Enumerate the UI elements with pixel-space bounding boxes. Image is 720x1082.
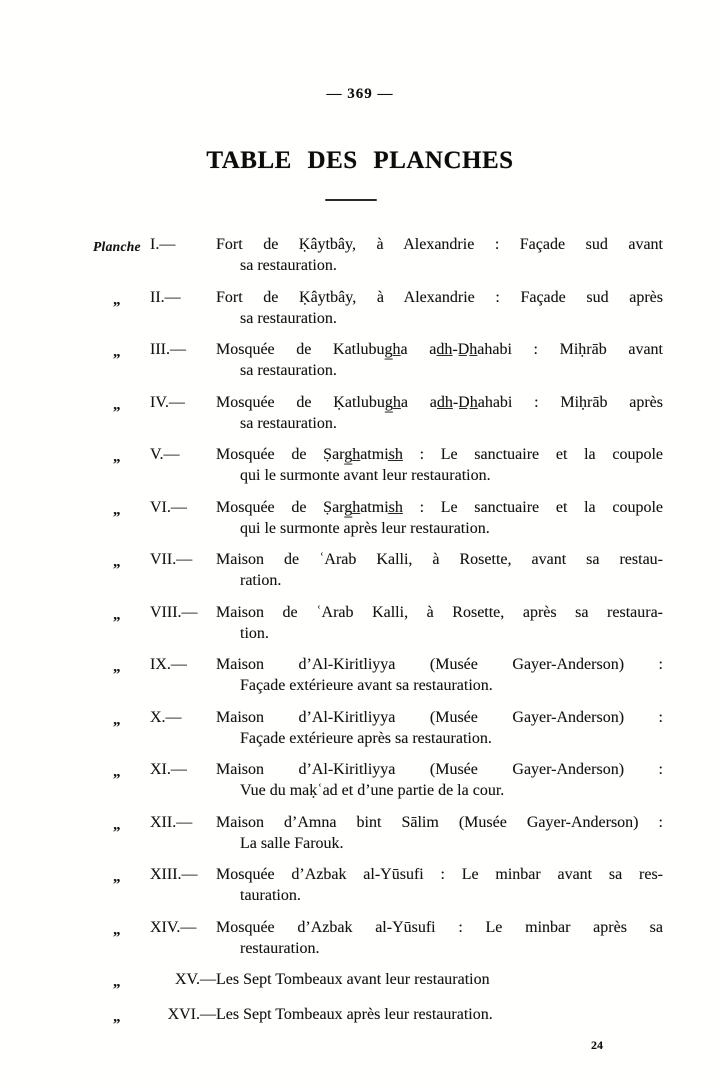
plate-numeral: XVI.— <box>167 1005 216 1023</box>
plate-line-first <box>150 759 663 780</box>
ditto-mark: „ <box>113 606 121 623</box>
ditto-mark: „ <box>113 816 121 833</box>
plate-line-first <box>150 707 663 728</box>
ditto-mark: „ <box>113 974 121 990</box>
plate-entry <box>0 392 720 434</box>
plate-description <box>150 234 663 276</box>
plate-line-first <box>150 287 663 308</box>
plate-numeral: IV.— <box>150 393 185 411</box>
ditto-mark: „ <box>113 711 121 728</box>
plate-description-line: qui le surmonte après leur restauration. <box>240 519 490 537</box>
plate-line-first <box>150 497 663 518</box>
plate-line-first <box>150 812 663 833</box>
plate-description-line: Maison de ʿArab Kalli, à Rosette, avant sa restau- <box>216 551 663 568</box>
plate-numeral: VIII.— <box>150 603 198 621</box>
plate-entry <box>0 602 720 644</box>
plate-description <box>150 969 663 993</box>
plate-description-line: Les Sept Tombeaux après leur restauration. <box>216 1005 493 1023</box>
plate-description-line: Mosquée de Ṣarg̲h̲atmis̲h̲ : Le sanctuaire et la coupole <box>216 498 663 516</box>
plate-line-first <box>150 234 663 255</box>
plate-description-line: Maison d’Al-Kiritliyya (Musée Gayer-Anderson) : <box>216 656 663 673</box>
plate-description-line: Maison d’Al-Kiritliyya (Musée Gayer-Anderson) : <box>216 708 663 726</box>
plate-description <box>150 864 663 906</box>
plate-entry <box>0 969 720 993</box>
plate-description <box>150 917 663 959</box>
plate-entry <box>0 444 720 486</box>
plate-numeral: II.— <box>150 288 181 306</box>
plate-description <box>150 339 663 381</box>
plate-description <box>150 497 663 539</box>
ditto-mark: „ <box>113 449 121 465</box>
plate-line-first <box>150 602 663 623</box>
plate-line-first <box>150 339 663 360</box>
plate-description-line: La salle Farouk. <box>240 834 344 852</box>
plate-numeral: XI.— <box>150 761 187 778</box>
plate-entry <box>0 707 720 749</box>
plate-line-first <box>150 917 663 938</box>
plate-description <box>150 759 663 801</box>
plate-description-line: Vue du maḳʿad et d’une partie de la cour. <box>240 782 505 799</box>
plate-description-line: Maison d’Al-Kiritliyya (Musée Gayer-Anderson) : <box>216 761 663 778</box>
plate-description <box>150 654 663 696</box>
ditto-mark: „ <box>113 344 121 360</box>
plate-description-line: Mosquée d’Azbak al-Yūsufi : Le minbar après sa <box>216 918 663 936</box>
plate-numeral: XII.— <box>150 813 193 831</box>
plate-description-line: Fort de Ḳâytbây, à Alexandrie : Façade sud avant <box>216 236 663 253</box>
plate-line-first <box>150 444 663 465</box>
plate-line-first <box>150 392 663 413</box>
plate-line-first <box>150 549 663 570</box>
ditto-mark: „ <box>113 396 121 413</box>
plate-description-line: restauration. <box>240 939 320 957</box>
plate-description-line: Mosquée de Ṣarg̲h̲atmis̲h̲ : Le sanctuaire et la coupole <box>216 446 663 463</box>
plate-description-line: tauration. <box>240 887 301 904</box>
ditto-mark: „ <box>113 921 121 938</box>
plate-entry <box>0 812 720 854</box>
plate-description-line: ration. <box>240 572 282 589</box>
plate-entry <box>0 287 720 329</box>
plate-description-line: Fort de Ḳâytbây, à Alexandrie : Façade sud après <box>216 288 663 306</box>
ditto-mark: „ <box>113 764 121 780</box>
plate-numeral: XIV.— <box>150 918 197 936</box>
plate-numeral: I.— <box>150 236 176 253</box>
plate-description <box>150 1004 663 1028</box>
ditto-mark: „ <box>113 554 121 570</box>
plate-description-line: tion. <box>240 624 269 642</box>
plate-description-line: Mosquée de Ḳatlubug̲h̲a ad̲h̲-D̲h̲ahabi : Miḥrāb après <box>216 393 663 411</box>
plate-line-first <box>150 969 663 990</box>
plate-line-first <box>150 654 663 675</box>
plate-numeral: VI.— <box>150 498 187 516</box>
ditto-mark: „ <box>113 291 121 308</box>
ditto-mark: „ <box>113 869 121 885</box>
plate-description-line: Les Sept Tombeaux avant leur restauration <box>216 971 490 988</box>
plate-description-line: Maison de ʿArab Kalli, à Rosette, après sa restaura- <box>216 603 663 621</box>
plate-description-line: Maison d’Amna bint Sālim (Musée Gayer-Anderson) : <box>216 813 663 831</box>
plate-entry <box>0 864 720 906</box>
plate-description-line: sa restauration. <box>240 257 337 274</box>
signature-number: 24 <box>591 1038 603 1052</box>
plate-description <box>150 287 663 329</box>
plate-description <box>150 602 663 644</box>
plate-entry <box>0 917 720 959</box>
plate-numeral: III.— <box>150 341 186 358</box>
title-divider <box>325 199 377 201</box>
plate-entry <box>0 1004 720 1028</box>
plate-numeral: XIII.— <box>150 866 198 883</box>
page-number: — 369 — <box>326 86 394 102</box>
ditto-mark: „ <box>113 659 121 675</box>
plate-description-line: Mosquée d’Azbak al-Yūsufi : Le minbar avant sa res- <box>216 866 663 883</box>
plate-description-line: Mosquée de Katlubug̲h̲a ad̲h̲-D̲h̲ahabi : Miḥrāb avant <box>216 341 663 358</box>
plate-entry <box>0 759 720 801</box>
plate-description <box>150 549 663 591</box>
plate-description-line: Façade extérieure après sa restauration. <box>240 729 492 747</box>
gutter-heading-planche: Planche <box>93 239 141 254</box>
plate-description <box>150 392 663 434</box>
plate-line-first <box>150 864 663 885</box>
ditto-mark: „ <box>113 501 121 518</box>
plate-description-line: qui le surmonte avant leur restauration. <box>240 467 491 484</box>
plate-entry <box>0 654 720 696</box>
plate-description <box>150 707 663 749</box>
plate-description-line: sa restauration. <box>240 362 337 379</box>
plates-list <box>0 234 720 1028</box>
plate-description-line: sa restauration. <box>240 309 337 327</box>
plate-description <box>150 812 663 854</box>
plate-description <box>150 444 663 486</box>
plate-entry <box>0 549 720 591</box>
plate-entry <box>0 339 720 381</box>
plate-line-first <box>150 1004 663 1025</box>
plate-numeral: IX.— <box>150 656 187 673</box>
plate-numeral: XV.— <box>174 971 216 988</box>
plate-entry <box>0 234 720 276</box>
plate-numeral: V.— <box>150 446 180 463</box>
page-title: TABLE DES PLANCHES <box>206 147 514 174</box>
plate-numeral: X.— <box>150 708 182 726</box>
plate-description-line: Façade extérieure avant sa restauration. <box>240 677 493 694</box>
ditto-mark: „ <box>113 1008 121 1025</box>
plate-numeral: VII.— <box>150 551 193 568</box>
plate-entry <box>0 497 720 539</box>
plate-description-line: sa restauration. <box>240 414 337 432</box>
